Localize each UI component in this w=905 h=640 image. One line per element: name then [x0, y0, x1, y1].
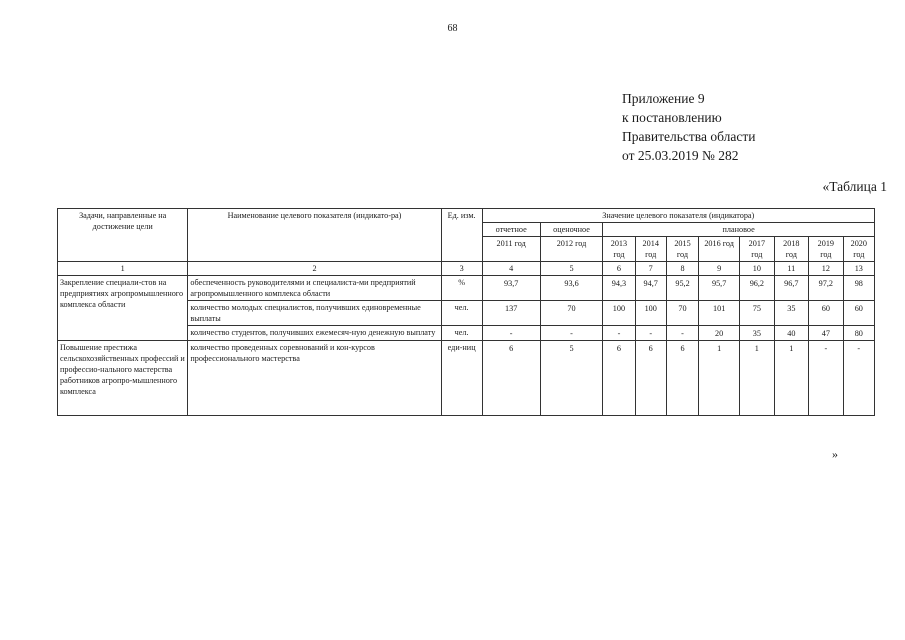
value-cell: 35: [740, 326, 774, 341]
value-cell: 95,7: [699, 276, 740, 301]
header-year: 2018 год: [774, 237, 808, 262]
indicator-cell: количество молодых специалистов, получивших единовременные выплаты: [188, 301, 441, 326]
unit-cell: чел.: [441, 326, 482, 341]
column-number: 11: [774, 262, 808, 276]
value-cell: 75: [740, 301, 774, 326]
table-caption: «Таблица 1: [822, 179, 887, 194]
header-reported: отчетное: [482, 223, 540, 237]
value-cell: 100: [635, 301, 666, 326]
value-cell: 101: [699, 301, 740, 326]
value-cell: -: [809, 341, 843, 416]
closing-quote: »: [832, 447, 838, 461]
value-cell: 20: [699, 326, 740, 341]
value-cell: 95,2: [666, 276, 698, 301]
value-cell: -: [635, 326, 666, 341]
value-cell: 6: [482, 341, 540, 416]
appendix-date-number: от 25.03.2019 № 282: [622, 148, 739, 163]
appendix-government: Правительства области: [622, 129, 756, 144]
indicator-cell: количество студентов, получивших ежемесяч-ную денежную выплату: [188, 326, 441, 341]
target-indicators-table: [57, 208, 875, 416]
column-number: 13: [843, 262, 874, 276]
value-cell: 40: [774, 326, 808, 341]
value-cell: 96,7: [774, 276, 808, 301]
value-cell: 94,3: [603, 276, 635, 301]
value-cell: -: [482, 326, 540, 341]
value-cell: -: [843, 341, 874, 416]
indicator-cell: обеспеченность руководителями и специалиста-ми предприятий агропромышленного комплекса области: [188, 276, 441, 301]
column-number: 4: [482, 262, 540, 276]
value-cell: 93,7: [482, 276, 540, 301]
header-year: 2012 год: [540, 237, 603, 262]
value-cell: 1: [774, 341, 808, 416]
value-cell: 1: [740, 341, 774, 416]
value-cell: 80: [843, 326, 874, 341]
value-cell: 6: [635, 341, 666, 416]
column-number: 9: [699, 262, 740, 276]
value-cell: -: [540, 326, 603, 341]
header-year: 2011 год: [482, 237, 540, 262]
value-cell: 97,2: [809, 276, 843, 301]
column-number: 7: [635, 262, 666, 276]
value-cell: 100: [603, 301, 635, 326]
table-row: [58, 276, 875, 301]
column-number: 8: [666, 262, 698, 276]
value-cell: 6: [666, 341, 698, 416]
header-year: 2016 год: [699, 237, 740, 262]
appendix-title: Приложение 9: [622, 91, 705, 106]
column-number: 3: [441, 262, 482, 276]
header-tasks: Задачи, направленные на достижение цели: [58, 209, 188, 262]
header-year: 2014 год: [635, 237, 666, 262]
unit-cell: %: [441, 276, 482, 301]
header-year: 2015 год: [666, 237, 698, 262]
value-cell: 137: [482, 301, 540, 326]
value-cell: 93,6: [540, 276, 603, 301]
header-row-1: [58, 209, 875, 223]
column-number: 6: [603, 262, 635, 276]
header-year: 2017 год: [740, 237, 774, 262]
value-cell: 60: [843, 301, 874, 326]
appendix-resolution: к постановлению: [622, 110, 722, 125]
value-cell: 70: [540, 301, 603, 326]
value-cell: 98: [843, 276, 874, 301]
value-cell: 5: [540, 341, 603, 416]
value-cell: 94,7: [635, 276, 666, 301]
value-cell: 1: [699, 341, 740, 416]
appendix-header: [622, 89, 755, 165]
table-row: [58, 341, 875, 416]
column-number: 10: [740, 262, 774, 276]
header-year: 2013 год: [603, 237, 635, 262]
value-cell: -: [603, 326, 635, 341]
value-cell: 60: [809, 301, 843, 326]
value-cell: 6: [603, 341, 635, 416]
task-cell: Повышение престижа сельскохозяйственных профессий и профессио-нального мастерства работников агропро-мышленного комплекса: [58, 341, 188, 416]
header-planned: плановое: [603, 223, 875, 237]
value-cell: 96,2: [740, 276, 774, 301]
value-cell: 35: [774, 301, 808, 326]
value-cell: 70: [666, 301, 698, 326]
unit-cell: еди-ниц: [441, 341, 482, 416]
header-estimated: оценочное: [540, 223, 603, 237]
value-cell: 47: [809, 326, 843, 341]
header-year: 2019 год: [809, 237, 843, 262]
unit-cell: чел.: [441, 301, 482, 326]
column-number: 5: [540, 262, 603, 276]
column-number-row: [58, 262, 875, 276]
page-number: 68: [447, 23, 458, 34]
task-cell: Закрепление специали-стов на предприятиях агропромышленного комплекса области: [58, 276, 188, 341]
indicator-cell: количество проведенных соревнований и кон-курсов профессионального мастерства: [188, 341, 441, 416]
header-value-group: Значение целевого показателя (индикатора): [482, 209, 874, 223]
header-indicator: Наименование целевого показателя (индикато-ра): [188, 209, 441, 262]
header-year: 2020 год: [843, 237, 874, 262]
header-unit: Ед. изм.: [441, 209, 482, 262]
value-cell: -: [666, 326, 698, 341]
column-number: 12: [809, 262, 843, 276]
column-number: 1: [58, 262, 188, 276]
column-number: 2: [188, 262, 441, 276]
